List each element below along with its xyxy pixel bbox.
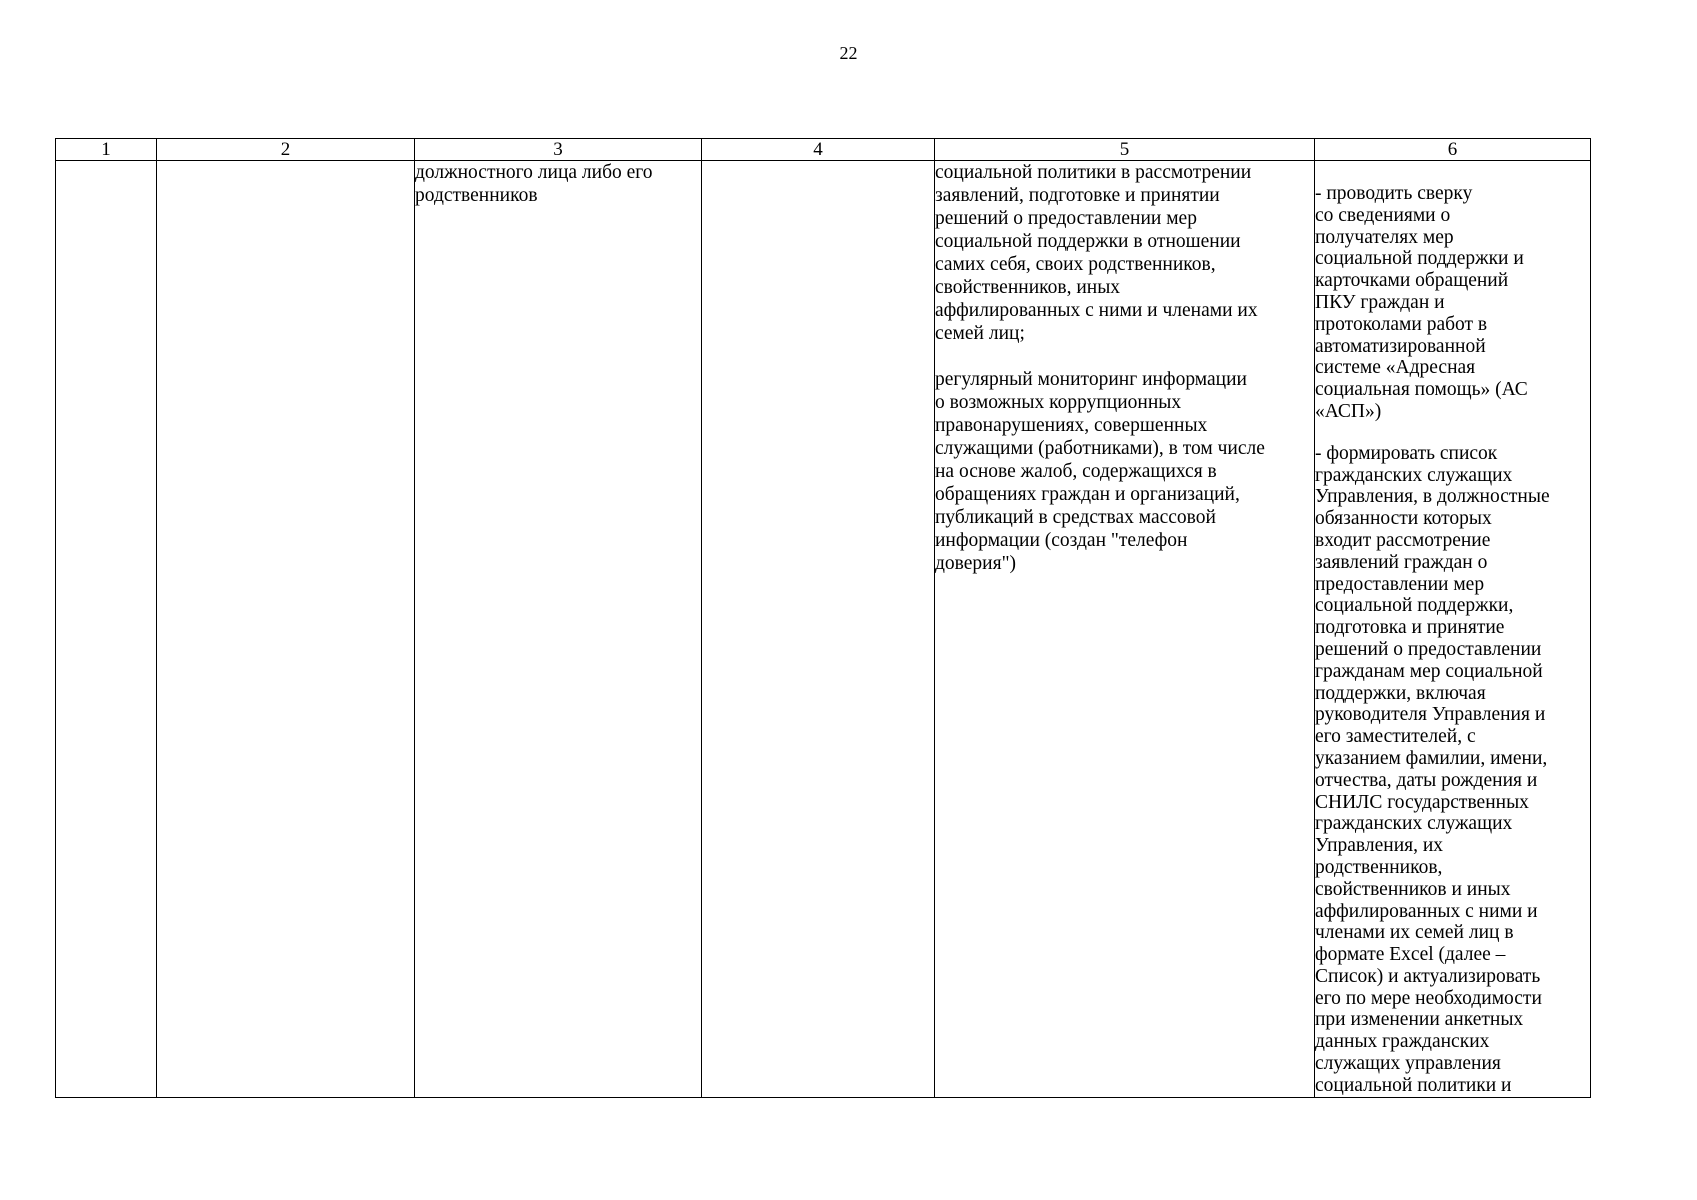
cell-col-2 (157, 161, 415, 1098)
cell-col-3-text: должностного лица либо его родственников (415, 162, 653, 206)
column-header-6: 6 (1315, 139, 1591, 161)
measures-table (55, 138, 1591, 1098)
table-header-row (56, 139, 1591, 161)
cell-col-6 (1315, 161, 1591, 1098)
cell-col-5 (935, 161, 1315, 1098)
cell-col-4 (702, 161, 935, 1098)
column-header-5: 5 (935, 139, 1315, 161)
column-header-3: 3 (415, 139, 702, 161)
column-header-4: 4 (702, 139, 935, 161)
column-header-2: 2 (157, 139, 415, 161)
page-number: 22 (839, 43, 858, 63)
cell-col-3 (415, 161, 702, 1098)
column-header-1: 1 (56, 139, 157, 161)
col-5-paragraph-1: социальной политики в рассмотрении заявлений, подготовке и принятии решений о предоставлении мер социальной поддержки в отношении самих себя, своих родственников, свойственников, иных аффилированных с ними и членами их семей лиц; (935, 162, 1258, 344)
paragraph-spacer (935, 345, 1314, 368)
col-5-paragraph-2: регулярный мониторинг информации о возможных коррупционных правонарушениях, совершенных служащими (работниками), в том числе на основе жалоб, содержащихся в обращениях граждан и организаций, публикаций в средствах массовой информации (создан "телефон доверия") (935, 369, 1265, 574)
col-6-paragraph-2: - формировать список гражданских служащих Управления, в должностные обязанности которых входит рассмотрение заявлений граждан о предоставлении мер социальной поддержки, подготовка и принятие решений о предоставлении гражданам мер социальной поддержки, включая руководителя Управления и его заместителей, с указанием фамилии, имени, отчества, даты рождения и СНИЛС государственных гражданских служащих Управления, их родственников, свойственников и иных аффилированных с ними и членами их семей лиц в формате Excel (далее – Список) и актуализировать его по мере необходимости при изменении анкетных данных гражданских служащих управления социальной политики и (1315, 442, 1550, 1096)
paragraph-spacer (1315, 423, 1590, 443)
paragraph-spacer (1315, 161, 1590, 183)
table-row (56, 161, 1591, 1098)
col-6-paragraph-1: - проводить сверку со сведениями о получателях мер социальной поддержки и карточками обращений ПКУ граждан и протоколами работ в автоматизированной системе «Адресная социальная помощь» (АС «АСП») (1315, 183, 1528, 422)
cell-col-1 (56, 161, 157, 1098)
